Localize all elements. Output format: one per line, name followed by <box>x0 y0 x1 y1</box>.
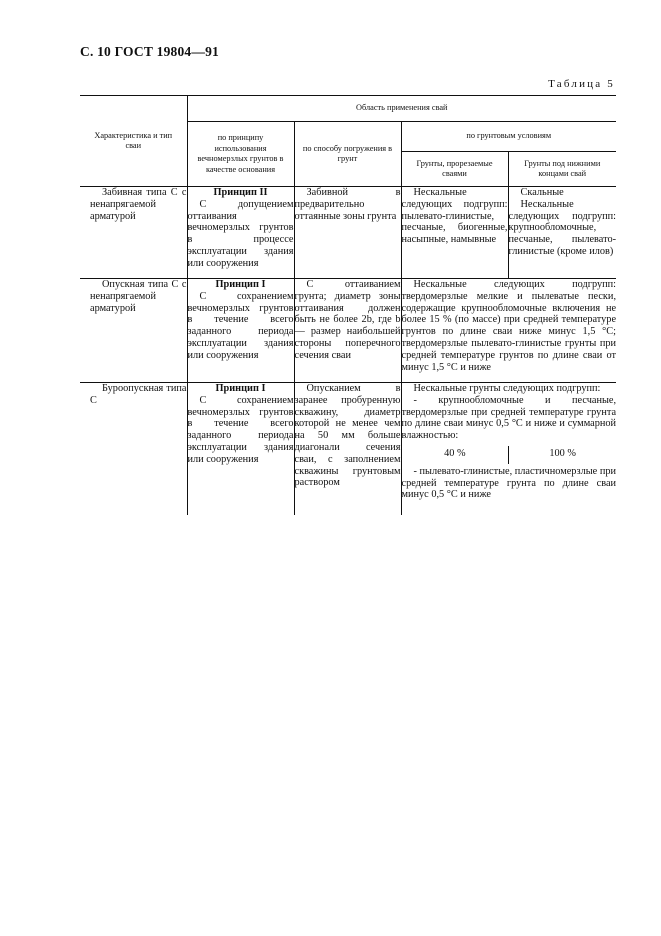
row1-method: Забивной в предварительно оттаянные зоны грунта <box>294 187 401 279</box>
page-header: С. 10 ГОСТ 19804—91 <box>80 44 219 59</box>
row3-ground: Нескальные грунты следующих подгрупп: - крупнообломочные и песчаные, твердомерзлые при средней температуре грунта по длине сваи минус 0,5 °С и ниже и суммарной влажностью: 40 % 100 % - пылевато-глинистые, пластичномерзлые при средней температуре грунта по длине сваи минус 0,5 °С и ниже <box>401 383 616 515</box>
col-ground-below: Грунты под нижними концами свай <box>508 152 616 187</box>
moisture-value-left: 40 % <box>402 446 510 464</box>
pile-application-table <box>80 95 616 515</box>
row1-ground-below: Скальные Нескальные следующих подгрупп: крупнообломочные, песчаные, пылевато-глинистые (кроме илов) <box>508 187 616 279</box>
col-by-method: по способу погружения в грунт <box>294 122 401 187</box>
row1-type: Забивная типа С с ненапрягаемой арматурой <box>80 187 187 279</box>
row2-ground: Нескальные следующих подгрупп: твердомерзлые мелкие и пылеватые пески, содержащие крупнообломочные включения не более 15 % (по массе) при средней температуре грунтов по длине сваи ниже минус 1,5 °С; твердомерзлые пылевато-глинистые грунты при средней температуре грунтов по длине сваи от минус 1,5 °С и ниже <box>401 279 616 383</box>
row1-ground-pierced: Нескальные следующих подгрупп: пылевато-глинистые, песчаные, биогенные, насыпные, намывные <box>401 187 508 279</box>
col-by-ground: по грунтовым условиям <box>401 122 616 152</box>
row1-principle: Принцип II С допущением оттаивания вечномерзлых грунтов в процессе эксплуатации здания или сооружения <box>187 187 294 279</box>
row3-type: Буроопускная типа С <box>90 383 187 406</box>
row2-type: Опускная типа С с ненапрягаемой арматурой <box>80 279 187 383</box>
row2-principle: Принцип I С сохранением вечномерзлых грунтов в течение всего заданного периода эксплуатации здания или сооружения <box>187 279 294 383</box>
col-characteristic: Характеристика и тип сваи <box>80 96 187 187</box>
table-row <box>80 279 616 383</box>
row3-principle: Принцип I С сохранением вечномерзлых грунтов в течение всего заданного периода эксплуатации здания или сооружения <box>187 383 294 515</box>
table-caption: Таблица 5 <box>548 78 615 90</box>
moisture-value-right: 100 % <box>549 447 576 459</box>
moisture-values <box>402 446 617 464</box>
table-row <box>80 383 616 515</box>
col-by-principle: по принципу использования вечномерзлых грунтов в качестве основания <box>187 122 294 187</box>
col-ground-pierced: Грунты, прорезаемые сваями <box>401 152 508 187</box>
col-application-area: Область применения свай <box>187 96 616 122</box>
row2-method: С оттаиванием грунта; диаметр зоны оттаивания должен быть не более 2b, где b — размер наибольшей стороны поперечного сечения сваи <box>294 279 401 383</box>
table-row <box>80 187 616 279</box>
row3-method: Опусканием в заранее пробуренную скважину, диаметр которой не менее чем на 50 мм больше диагонали сечения сваи, с заполнением скважины грунтовым раствором <box>294 383 401 515</box>
